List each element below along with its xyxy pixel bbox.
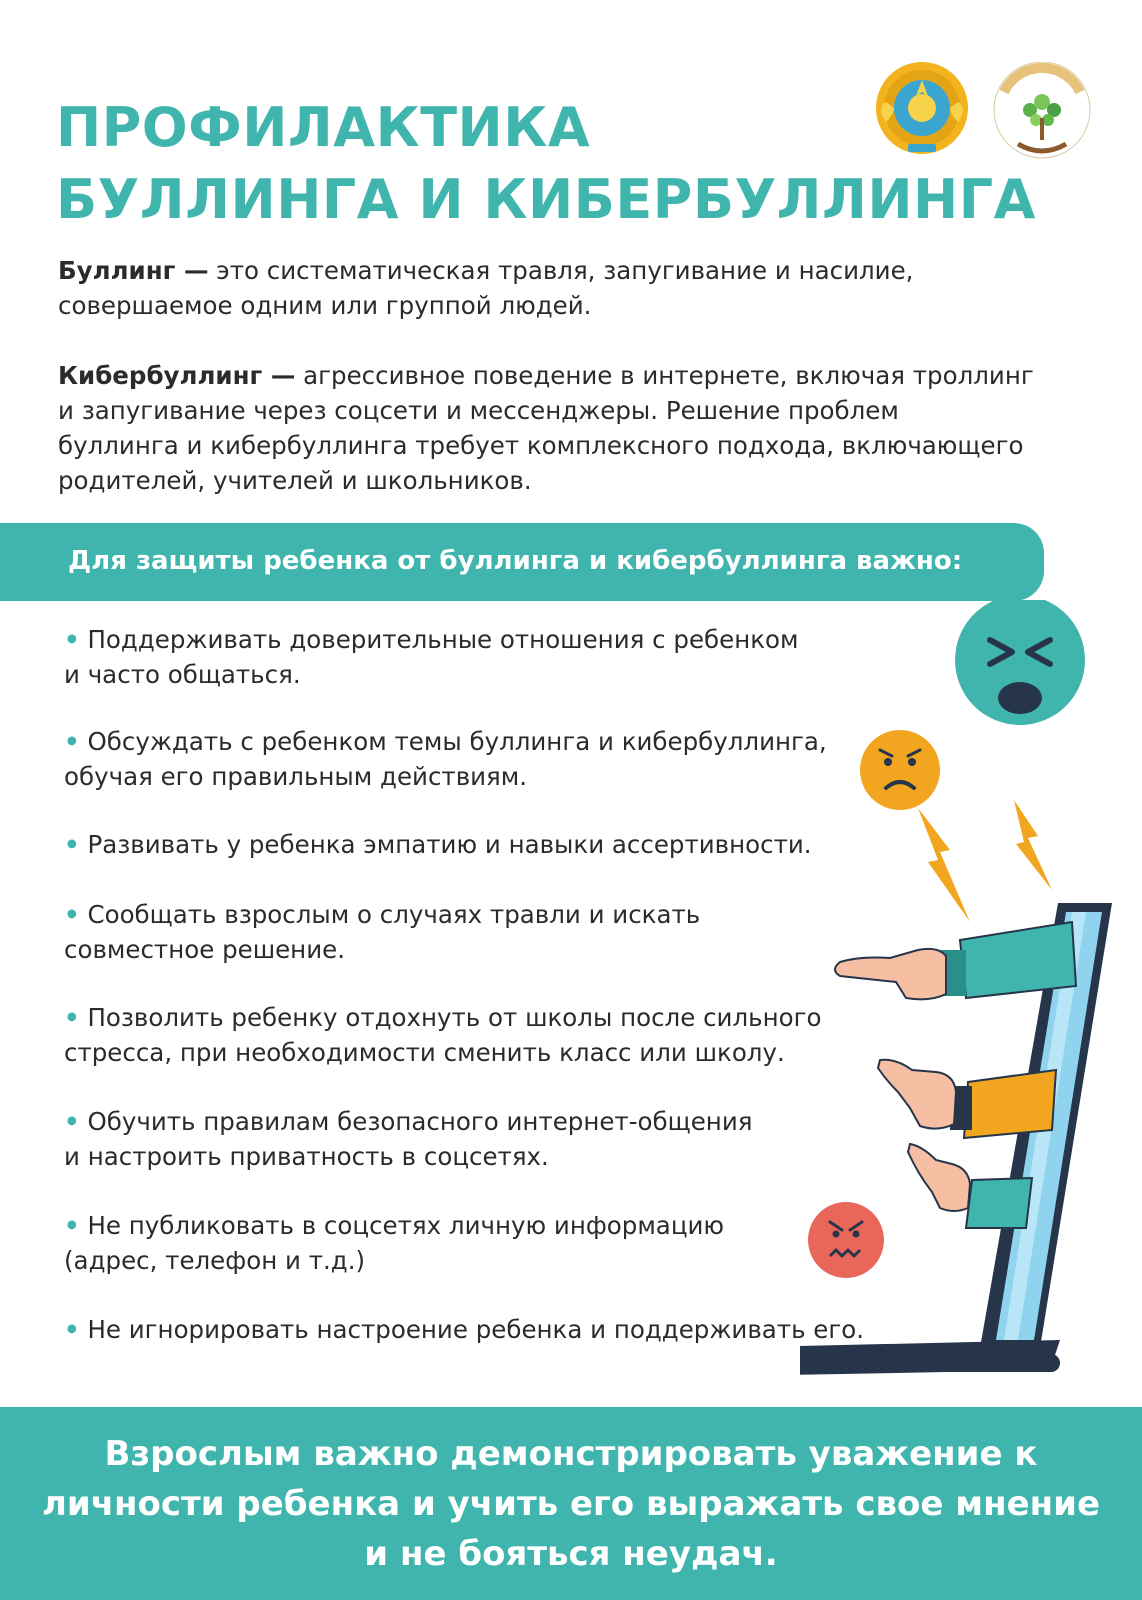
health-center-logo-icon — [994, 62, 1090, 158]
list-item — [64, 622, 924, 692]
list-item-line-1: Не публиковать в соцсетях личную информацию — [87, 1211, 725, 1240]
screaming-face-icon — [955, 600, 1085, 725]
kazakhstan-emblem-icon — [876, 62, 968, 154]
bullet-icon: • — [64, 1003, 80, 1032]
bullying-term: Буллинг — — [58, 256, 209, 285]
list-item — [64, 827, 924, 862]
list-item — [64, 1208, 924, 1278]
list-item-line-1: Обсуждать с ребенком темы буллинга и кибербуллинга, — [87, 727, 827, 756]
bullying-definition — [58, 253, 913, 323]
lightning-bolt-icon — [1014, 800, 1052, 890]
list-item — [64, 1312, 924, 1347]
bullet-icon: • — [64, 1107, 80, 1136]
footer-line-1: Взрослым важно демонстрировать уважение к — [104, 1434, 1038, 1474]
list-item-line-2: обучая его правильным действиям. — [64, 762, 528, 791]
cyberbullying-text-1: агрессивное поведение в интернете, включая троллинг — [295, 361, 1034, 390]
list-item-line-1: Развивать у ребенка эмпатию и навыки ассертивности. — [87, 830, 812, 859]
list-item-line-1: Поддерживать доверительные отношения с ребенком — [87, 625, 799, 654]
bullying-text-1: это систематическая травля, запугивание и насилие, — [208, 256, 914, 285]
list-item-line-2: и настроить приватность в соцсетях. — [64, 1142, 549, 1171]
logos — [872, 62, 1102, 172]
list-item-line-2: стресса, при необходимости сменить класс или школу. — [64, 1038, 785, 1067]
list-item-line-1: Сообщать взрослым о случаях травли и искать — [87, 900, 701, 929]
bullet-icon: • — [64, 1211, 80, 1240]
bullet-icon: • — [64, 830, 80, 859]
bullet-icon: • — [64, 900, 80, 929]
list-item-line-1: Позволить ребенку отдохнуть от школы после сильного — [87, 1003, 822, 1032]
page-title-line-1: ПРОФИЛАКТИКА — [56, 96, 591, 159]
list-item-line-1: Не игнорировать настроение ребенка и поддерживать его. — [87, 1315, 865, 1344]
lightning-bolt-icon — [918, 808, 970, 922]
footer-message — [0, 1429, 1142, 1579]
footer-line-3: и не бояться неудач. — [364, 1534, 778, 1574]
bullet-icon: • — [64, 625, 80, 654]
tips-banner-text: Для защиты ребенка от буллинга и кибербуллинга важно: — [68, 546, 963, 576]
list-item — [64, 1104, 924, 1174]
bullet-icon: • — [64, 1315, 80, 1344]
list-item — [64, 1000, 924, 1070]
cyberbullying-text-4: родителей, учителей и школьников. — [58, 466, 532, 495]
page-title-line-2: БУЛЛИНГА И КИБЕРБУЛЛИНГА — [56, 168, 1036, 231]
list-item — [64, 897, 924, 967]
bullet-icon: • — [64, 727, 80, 756]
footer-line-2: личности ребенка и учить его выражать свое мнение — [41, 1484, 1101, 1524]
list-item-line-2: совместное решение. — [64, 935, 345, 964]
cyberbullying-text-2: и запугивание через соцсети и мессенджеры. Решение проблем — [58, 396, 899, 425]
list-item-line-2: (адрес, телефон и т.д.) — [64, 1246, 366, 1275]
pointing-hand-icon — [908, 1144, 1032, 1228]
cyberbullying-term: Кибербуллинг — — [58, 361, 296, 390]
footer-banner — [0, 1407, 1142, 1600]
tips-banner — [0, 523, 1044, 601]
bullying-text-2: совершаемое одним или группой людей. — [58, 291, 592, 320]
list-item-line-2: и часто общаться. — [64, 660, 301, 689]
cyberbullying-definition — [58, 358, 1034, 498]
list-item-line-1: Обучить правилам безопасного интернет-общения — [87, 1107, 753, 1136]
list-item — [64, 724, 924, 794]
cyberbullying-text-3: буллинга и кибербуллинга требует комплексного подхода, включающего — [58, 431, 1024, 460]
